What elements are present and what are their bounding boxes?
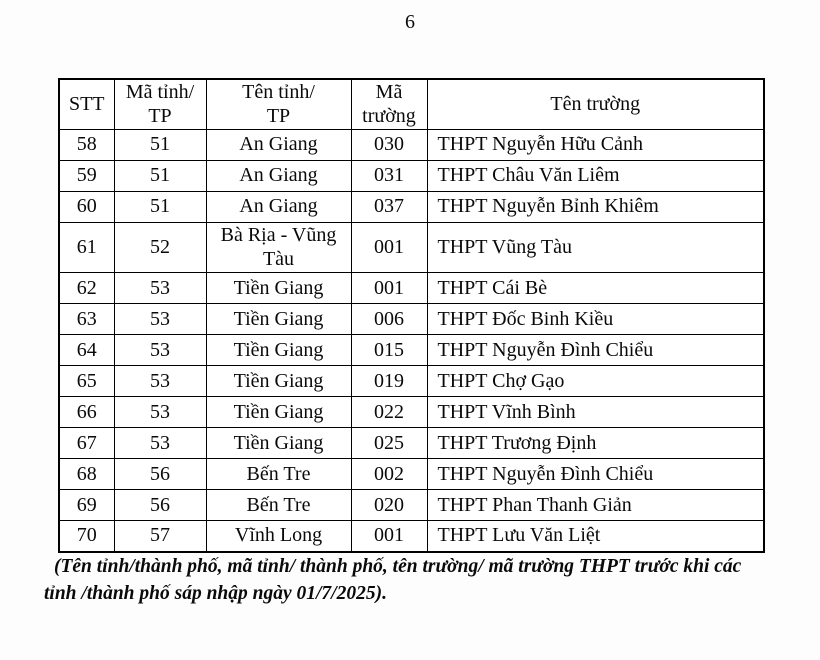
- school-name-cell: THPT Phan Thanh Giản: [427, 490, 764, 521]
- table-body: [59, 130, 764, 552]
- school-name-cell: THPT Nguyễn Đình Chiểu: [427, 459, 764, 490]
- province-name-cell: Bà Rịa - Vũng Tàu: [206, 223, 351, 273]
- school-code-cell: 030: [351, 130, 427, 161]
- column-header: Tên tỉnh/ TP: [206, 79, 351, 130]
- province-code-cell: 53: [114, 428, 206, 459]
- footnote: (Tên tỉnh/thành phố, mã tỉnh/ thành phố, tên trường/ mã trường THPT trước khi các tỉnh /thành phố sáp nhập ngày 01/7/2025).: [44, 556, 742, 604]
- column-header: Mã tỉnh/ TP: [114, 79, 206, 130]
- table-row: [59, 273, 764, 304]
- school-code-cell: 025: [351, 428, 427, 459]
- province-name-cell: Tiền Giang: [206, 428, 351, 459]
- school-name-cell: THPT Nguyễn Đình Chiểu: [427, 335, 764, 366]
- school-name-cell: THPT Nguyễn Bỉnh Khiêm: [427, 192, 764, 223]
- province-code-cell: 57: [114, 521, 206, 552]
- province-code-cell: 51: [114, 192, 206, 223]
- stt-cell: 69: [59, 490, 114, 521]
- stt-cell: 61: [59, 223, 114, 273]
- table-row: [59, 304, 764, 335]
- page-number: 6: [405, 11, 415, 33]
- column-header: STT: [59, 79, 114, 130]
- school-name-cell: THPT Lưu Văn Liệt: [427, 521, 764, 552]
- table-row: [59, 397, 764, 428]
- stt-cell: 70: [59, 521, 114, 552]
- school-code-cell: 022: [351, 397, 427, 428]
- province-name-cell: Bến Tre: [206, 459, 351, 490]
- province-code-cell: 56: [114, 459, 206, 490]
- province-name-cell: An Giang: [206, 130, 351, 161]
- province-name-cell: Tiền Giang: [206, 273, 351, 304]
- column-header: Tên trường: [427, 79, 764, 130]
- school-name-cell: THPT Đốc Binh Kiều: [427, 304, 764, 335]
- school-code-cell: 001: [351, 223, 427, 273]
- table-row: [59, 428, 764, 459]
- table-row: [59, 459, 764, 490]
- province-name-cell: Tiền Giang: [206, 397, 351, 428]
- table-row: [59, 335, 764, 366]
- province-code-cell: 53: [114, 304, 206, 335]
- school-name-cell: THPT Trương Định: [427, 428, 764, 459]
- school-code-cell: 001: [351, 521, 427, 552]
- province-code-cell: 53: [114, 335, 206, 366]
- province-code-cell: 53: [114, 397, 206, 428]
- school-name-cell: THPT Chợ Gạo: [427, 366, 764, 397]
- table-row: [59, 223, 764, 273]
- table-row: [59, 130, 764, 161]
- province-name-cell: An Giang: [206, 192, 351, 223]
- school-name-cell: THPT Nguyễn Hữu Cảnh: [427, 130, 764, 161]
- stt-cell: 60: [59, 192, 114, 223]
- school-name-cell: THPT Châu Văn Liêm: [427, 161, 764, 192]
- table-row: [59, 521, 764, 552]
- stt-cell: 63: [59, 304, 114, 335]
- stt-cell: 66: [59, 397, 114, 428]
- province-name-cell: Vĩnh Long: [206, 521, 351, 552]
- province-code-cell: 56: [114, 490, 206, 521]
- school-code-cell: 031: [351, 161, 427, 192]
- province-name-cell: Tiền Giang: [206, 335, 351, 366]
- school-code-cell: 015: [351, 335, 427, 366]
- table-row: [59, 192, 764, 223]
- school-list-table: [58, 78, 765, 553]
- school-code-cell: 006: [351, 304, 427, 335]
- stt-cell: 67: [59, 428, 114, 459]
- school-code-cell: 020: [351, 490, 427, 521]
- province-code-cell: 53: [114, 273, 206, 304]
- province-name-cell: Bến Tre: [206, 490, 351, 521]
- school-name-cell: THPT Cái Bè: [427, 273, 764, 304]
- province-name-cell: An Giang: [206, 161, 351, 192]
- stt-cell: 64: [59, 335, 114, 366]
- school-name-cell: THPT Vũng Tàu: [427, 223, 764, 273]
- stt-cell: 58: [59, 130, 114, 161]
- stt-cell: 68: [59, 459, 114, 490]
- province-code-cell: 53: [114, 366, 206, 397]
- table-row: [59, 366, 764, 397]
- province-name-cell: Tiền Giang: [206, 304, 351, 335]
- school-code-cell: 002: [351, 459, 427, 490]
- stt-cell: 65: [59, 366, 114, 397]
- table-row: [59, 161, 764, 192]
- school-name-cell: THPT Vĩnh Bình: [427, 397, 764, 428]
- stt-cell: 59: [59, 161, 114, 192]
- province-code-cell: 51: [114, 130, 206, 161]
- school-code-cell: 019: [351, 366, 427, 397]
- table-row: [59, 490, 764, 521]
- stt-cell: 62: [59, 273, 114, 304]
- school-code-cell: 001: [351, 273, 427, 304]
- province-code-cell: 52: [114, 223, 206, 273]
- table-header-row: [59, 79, 764, 130]
- province-code-cell: 51: [114, 161, 206, 192]
- school-code-cell: 037: [351, 192, 427, 223]
- column-header: Mã trường: [351, 79, 427, 130]
- province-name-cell: Tiền Giang: [206, 366, 351, 397]
